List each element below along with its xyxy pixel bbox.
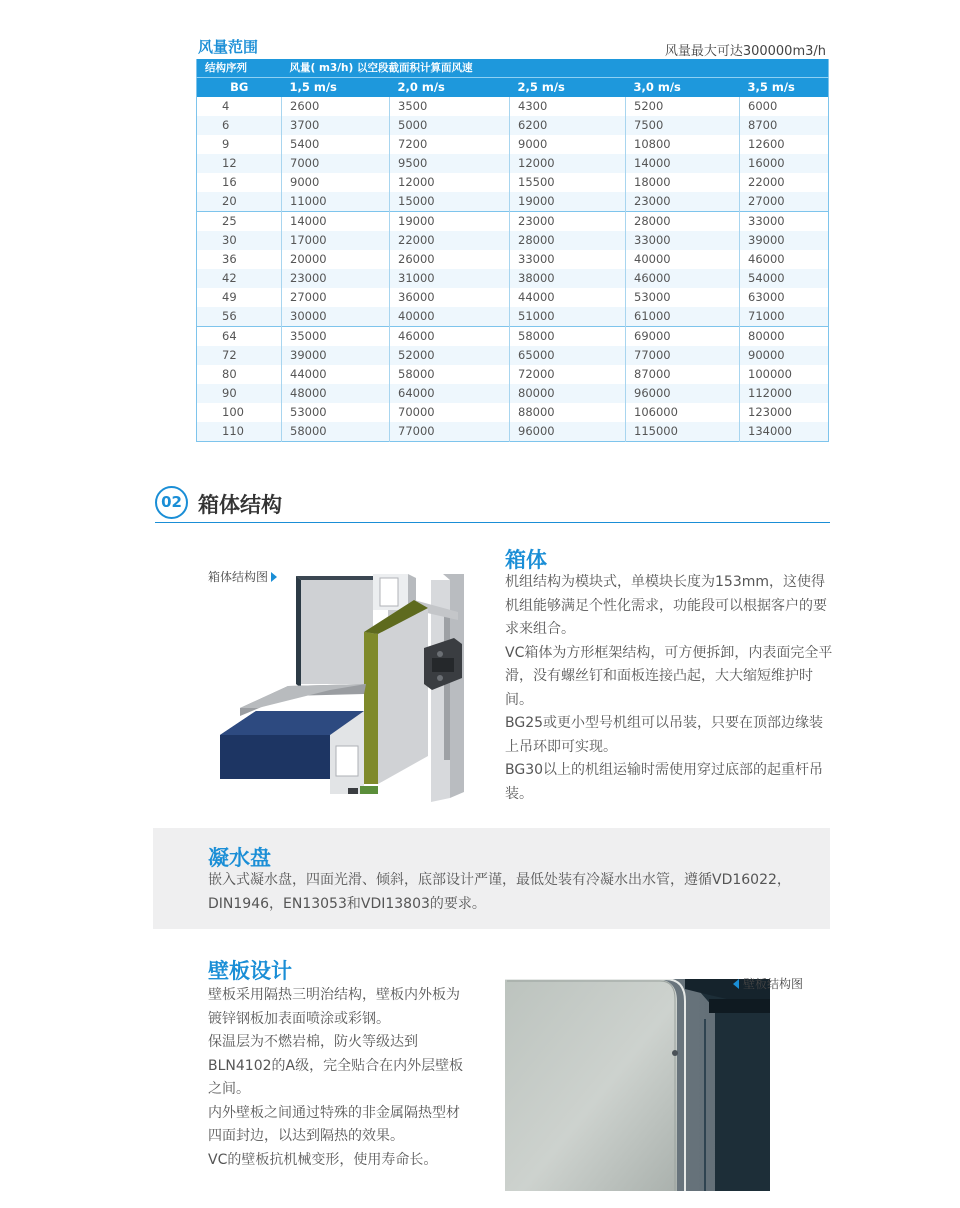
table-row (197, 365, 829, 384)
airflow-table (196, 59, 829, 442)
box-paragraph: BG25或更小型号机组可以吊装，只要在顶部边缘装上吊环即可实现。 (505, 715, 824, 755)
table-cell-airflow: 18000 (626, 173, 740, 192)
table-cell-airflow: 72000 (510, 365, 626, 384)
wall-structure-caption (733, 975, 803, 992)
table-cell-airflow: 8700 (740, 116, 829, 135)
table-cell-airflow: 80000 (740, 327, 829, 347)
table-cell-airflow: 33000 (626, 231, 740, 250)
table-cell-airflow: 88000 (510, 403, 626, 422)
table-cell-airflow: 36000 (390, 288, 510, 307)
table-cell-airflow: 27000 (282, 288, 390, 307)
table-cell-airflow: 31000 (390, 269, 510, 288)
table-cell-airflow: 19000 (390, 212, 510, 232)
table-cell-airflow: 10800 (626, 135, 740, 154)
header-speed-1-5: 1,5 m/s (282, 78, 390, 98)
wall-panel-photo (505, 979, 770, 1191)
table-cell-bg: 56 (197, 307, 282, 327)
table-cell-airflow: 40000 (390, 307, 510, 327)
table-cell-airflow: 15500 (510, 173, 626, 192)
table-cell-airflow: 19000 (510, 192, 626, 212)
table-cell-airflow: 61000 (626, 307, 740, 327)
table-cell-airflow: 63000 (748, 290, 785, 304)
table-cell-airflow: 20000 (282, 250, 390, 269)
table-row (197, 269, 829, 288)
wall-paragraph: 保温层为不燃岩棉，防火等级达到BLN4102的A级，完全贴合在内外层壁板之间。 (208, 1034, 464, 1097)
table-cell-airflow: 9500 (390, 154, 510, 173)
table-cell-airflow: 7200 (390, 135, 510, 154)
table-cell-airflow: 53000 (626, 288, 740, 307)
table-cell-bg: 110 (197, 422, 282, 442)
table-cell-airflow: 17000 (282, 231, 390, 250)
box-paragraph: VC箱体为方形框架结构，可方便拆卸，内表面完全平滑，没有螺丝钉和面板连接凸起，大大缩短维护时间。 (505, 644, 833, 708)
table-cell-airflow: 100000 (748, 367, 792, 381)
table-cell-airflow: 14000 (626, 154, 740, 173)
table-cell-airflow: 46000 (390, 327, 510, 347)
table-row (197, 403, 829, 422)
box-caption-text: 箱体结构图 (208, 570, 269, 584)
table-cell-airflow: 23000 (626, 192, 740, 212)
table-cell-airflow: 46000 (748, 252, 785, 266)
table-cell-bg: 42 (197, 269, 282, 288)
table-cell-airflow: 7000 (282, 154, 390, 173)
table-cell-bg: 90 (197, 384, 282, 403)
table-cell-airflow: 123000 (748, 405, 792, 419)
table-cell-bg: 30 (197, 231, 282, 250)
table-cell-bg: 16 (197, 173, 282, 192)
table-cell-airflow: 106000 (626, 403, 740, 422)
airflow-title: 风量范围 (198, 38, 259, 56)
table-cell-airflow: 96000 (510, 422, 626, 442)
airflow-max-note: 风量最大可达300000m3/h (664, 44, 826, 59)
box-description (505, 571, 833, 806)
table-cell-airflow: 7500 (626, 116, 740, 135)
table-row (197, 97, 829, 116)
table-cell-airflow: 51000 (510, 307, 626, 327)
table-row (197, 384, 829, 403)
table-cell-airflow: 46000 (626, 269, 740, 288)
table-cell-airflow: 115000 (626, 422, 740, 442)
table-cell-airflow: 16000 (740, 154, 829, 173)
table-row (197, 327, 829, 347)
table-cell-airflow: 15000 (390, 192, 510, 212)
table-cell-airflow: 58000 (390, 365, 510, 384)
drain-pan-heading: 凝水盘 (208, 846, 271, 870)
box-paragraph: 机组结构为模块式，单模块长度为153mm，这使得机组能够满足个性化需求，功能段可以根据客户的要求来组合。 (505, 574, 827, 637)
header-structure-series: 结构序列 (197, 59, 282, 78)
header-airflow-desc: 风量( m3/h) 以空段截面积计算面风速 (282, 59, 829, 78)
table-cell-airflow: 38000 (510, 269, 626, 288)
header-speed-3-5: 3,5 m/s (740, 78, 829, 98)
table-row (197, 288, 829, 307)
table-cell-airflow: 52000 (390, 346, 510, 365)
table-row (197, 422, 829, 442)
header-speed-3-0: 3,0 m/s (626, 78, 740, 98)
table-cell-bg: 49 (197, 288, 282, 307)
table-cell-airflow: 5400 (282, 135, 390, 154)
table-row (197, 346, 829, 365)
table-cell-airflow: 48000 (282, 384, 390, 403)
table-cell-bg: 36 (197, 250, 282, 269)
table-row (197, 250, 829, 269)
table-cell-airflow: 33000 (510, 250, 626, 269)
wall-paragraph: VC的壁板抗机械变形，使用寿命长。 (208, 1151, 438, 1168)
table-cell-airflow: 23000 (510, 212, 626, 232)
table-cell-bg: 12 (197, 154, 282, 173)
table-cell-airflow: 12000 (510, 154, 626, 173)
table-cell-airflow: 4300 (510, 97, 626, 116)
wall-caption-text: 壁板结构图 (743, 977, 804, 991)
table-row (197, 135, 829, 154)
table-cell-airflow: 12600 (748, 137, 785, 151)
table-cell-bg: 72 (197, 346, 282, 365)
table-row (197, 192, 829, 212)
table-cell-bg: 9 (197, 135, 282, 154)
table-cell-airflow: 54000 (740, 269, 829, 288)
table-cell-airflow: 69000 (626, 327, 740, 347)
table-header-row-1 (197, 59, 829, 78)
table-cell-airflow: 3500 (390, 97, 510, 116)
section-divider (155, 522, 830, 523)
table-cell-airflow: 87000 (626, 365, 740, 384)
table-row (197, 116, 829, 135)
box-structure-drawing (218, 570, 468, 802)
table-cell-airflow: 6200 (510, 116, 626, 135)
table-cell-bg: 4 (197, 97, 282, 116)
table-cell-airflow: 77000 (626, 346, 740, 365)
table-cell-airflow: 30000 (282, 307, 390, 327)
table-cell-airflow: 9000 (510, 135, 626, 154)
table-cell-airflow: 58000 (510, 327, 626, 347)
table-cell-airflow: 5000 (390, 116, 510, 135)
table-cell-airflow: 9000 (282, 173, 390, 192)
table-cell-airflow: 28000 (626, 212, 740, 232)
table-cell-airflow: 58000 (282, 422, 390, 442)
table-row (197, 231, 829, 250)
table-cell-airflow: 27000 (740, 192, 829, 212)
table-cell-bg: 80 (197, 365, 282, 384)
table-cell-airflow: 23000 (282, 269, 390, 288)
airflow-table-body (197, 97, 829, 442)
section-title: 箱体结构 (198, 493, 282, 517)
table-cell-airflow: 33000 (740, 212, 829, 232)
table-cell-bg: 6 (197, 116, 282, 135)
table-cell-airflow: 3700 (282, 116, 390, 135)
table-row (197, 212, 829, 232)
table-cell-bg: 20 (197, 192, 282, 212)
wall-panel-description (208, 984, 472, 1172)
table-cell-airflow: 77000 (390, 422, 510, 442)
drain-pan-text: 嵌入式凝水盘，四面光滑、倾斜，底部设计严谨，最低处装有冷凝水出水管，遵循VD16022，DIN1946，EN13053和VDI13803的要求。 (208, 872, 791, 912)
table-cell-airflow: 2600 (282, 97, 390, 116)
table-cell-airflow: 64000 (390, 384, 510, 403)
table-cell-airflow: 26000 (390, 250, 510, 269)
table-cell-airflow: 11000 (282, 192, 390, 212)
box-paragraph: BG30以上的机组运输时需使用穿过底部的起重杆吊装。 (505, 762, 824, 802)
table-cell-airflow: 14000 (282, 212, 390, 232)
table-cell-bg: 100 (197, 403, 282, 422)
table-cell-airflow: 39000 (282, 346, 390, 365)
section-number-badge: 02 (155, 486, 188, 519)
table-cell-airflow: 12000 (390, 173, 510, 192)
table-cell-bg: 25 (197, 212, 282, 232)
table-cell-airflow: 70000 (390, 403, 510, 422)
table-cell-airflow: 90000 (740, 346, 829, 365)
table-cell-airflow: 96000 (626, 384, 740, 403)
header-speed-2-5: 2,5 m/s (510, 78, 626, 98)
table-cell-airflow: 22000 (748, 175, 785, 189)
table-cell-bg: 64 (197, 327, 282, 347)
table-cell-airflow: 80000 (510, 384, 626, 403)
table-row (197, 173, 829, 192)
wall-paragraph: 壁板采用隔热三明治结构，壁板内外板为镀锌钢板加表面喷涂或彩钢。 (208, 987, 460, 1027)
table-cell-airflow: 35000 (282, 327, 390, 347)
table-cell-airflow: 28000 (510, 231, 626, 250)
header-speed-2-0: 2,0 m/s (390, 78, 510, 98)
table-cell-airflow: 65000 (510, 346, 626, 365)
caption-arrow-left-icon (733, 979, 739, 989)
table-header-row-2 (197, 78, 829, 98)
table-row (197, 307, 829, 327)
table-cell-airflow: 71000 (740, 307, 829, 327)
table-cell-airflow: 39000 (740, 231, 829, 250)
table-cell-airflow: 44000 (510, 288, 626, 307)
table-cell-airflow: 6000 (748, 99, 778, 113)
wall-panel-heading: 壁板设计 (208, 959, 292, 983)
wall-paragraph: 内外壁板之间通过特殊的非金属隔热型材四面封边，以达到隔热的效果。 (208, 1104, 460, 1144)
table-cell-airflow: 53000 (282, 403, 390, 422)
table-cell-airflow: 44000 (282, 365, 390, 384)
table-cell-airflow: 134000 (740, 422, 829, 442)
box-heading: 箱体 (505, 548, 547, 572)
table-cell-airflow: 112000 (740, 384, 829, 403)
table-cell-airflow: 22000 (390, 231, 510, 250)
table-cell-airflow: 5200 (626, 97, 740, 116)
header-bg: BG (197, 78, 282, 98)
table-cell-airflow: 40000 (626, 250, 740, 269)
table-row (197, 154, 829, 173)
